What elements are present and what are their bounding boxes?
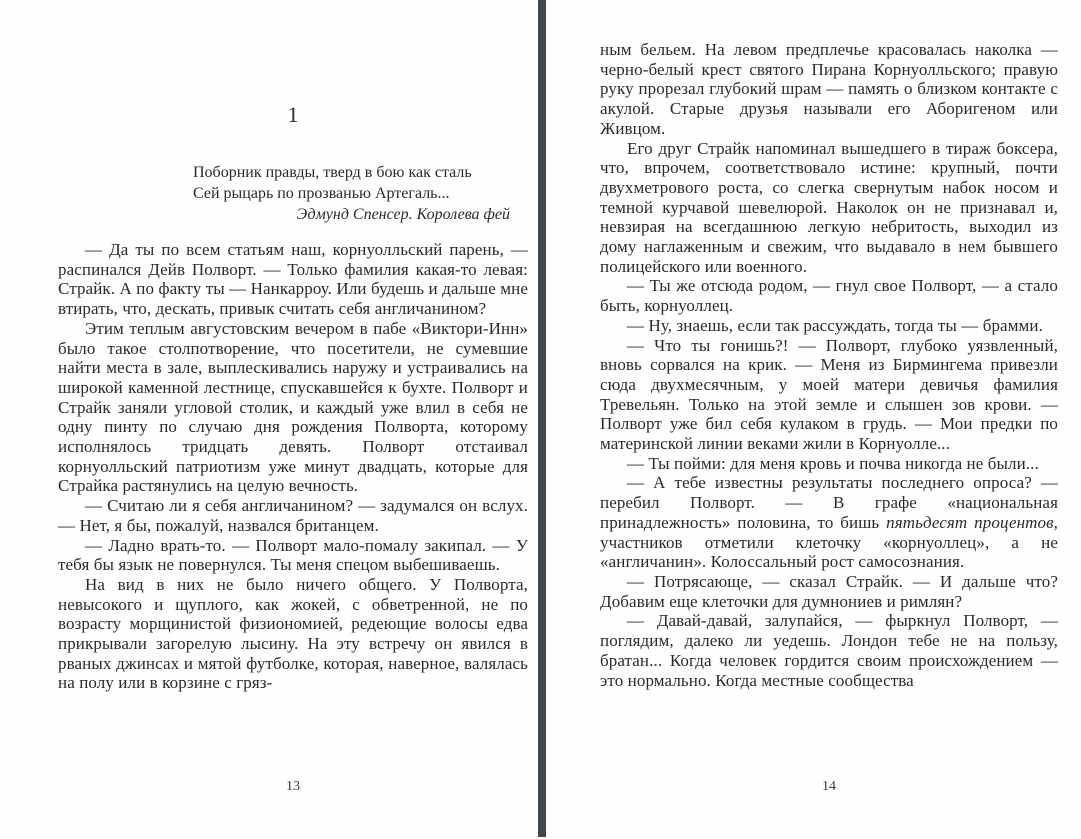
text-segment: — Что ты гонишь?! — Полворт, глубоко уязвленный, вновь сорвался на крик. — Меня из Бирмингема привезли сюда двухмесячным, у моей матери девичья фамилия Тревельян. Только на этой земле и слышен зов крови. — Полворт уже бил себя кулаком в грудь. — Мои предки по материнской линии веками жили в Корнуолле... (600, 335, 1058, 454)
page-number-left: 13 (286, 779, 300, 794)
paragraph (58, 536, 528, 575)
text-segment: — Считаю ли я себя англичанином? — задумался он вслух. — Нет, я бы, пожалуй, назвался британцем. (58, 496, 528, 535)
chapter-number: 1 (287, 102, 299, 127)
epigraph-line: Поборник правды, тверд в бою как сталь (193, 164, 472, 181)
left-page (58, 0, 528, 839)
epigraph-line: Сей рыцарь по прозванью Артегаль... (193, 185, 450, 202)
text-segment: — Да ты по всем статьям наш, корнуолльский парень, — распинался Дейв Полворт. — Только фамилия какая-то левая: Страйк. А по факту ты — Нанкарроу. Или будешь и дальше мне втирать, что, дескать, привык считать себя англичанином? (58, 240, 528, 319)
text-segment: — Ты пойми: для меня кровь и почва никогда не были... (627, 453, 1039, 473)
paragraph (600, 336, 1058, 454)
text-segment: — Ладно врать-то. — Полворт мало-помалу закипал. — У тебя бы язык не повернулся. Ты меня спецом выбешиваешь. (58, 535, 528, 575)
right-page-text (600, 40, 1058, 690)
text-segment: — Давай-давай, залупайся, — фыркнул Полворт, — поглядим, далеко ли уедешь. Лондон тебе не на пользу, братан... Когда человек гордится своим происхождением — это нормально. Когда местные сообщества (600, 611, 1058, 690)
epigraph (193, 162, 510, 225)
page-gutter-divider (538, 0, 546, 837)
paragraph (600, 572, 1058, 611)
paragraph (600, 611, 1058, 690)
paragraph (58, 496, 528, 535)
paragraph (600, 473, 1058, 572)
italic-text: пятьдесят процентов (886, 512, 1054, 532)
epigraph-attribution: Эдмунд Спенсер. Королева фей (296, 206, 510, 223)
text-segment: ным бельем. На левом предплечье красовалась наколка — черно-белый крест святого Пирана Корнуолльского; правую руку прорезал глубокий шрам — память о близком контакте с акулой. Старые друзья называли его Аборигеном или Живцом. (600, 40, 1058, 138)
paragraph (600, 316, 1058, 336)
paragraph (600, 40, 1058, 139)
paragraph (600, 139, 1058, 277)
text-segment: — Ты же отсюда родом, — гнул свое Полворт, — а стало быть, корнуоллец. (600, 276, 1058, 316)
paragraph (600, 276, 1058, 315)
page-number-right: 14 (822, 779, 836, 794)
text-segment: — Ну, знаешь, если так рассуждать, тогда ты — брамми. (627, 315, 1043, 335)
text-segment: На вид в них не было ничего общего. У Полворта, невысокого и щуплого, как жокей, с обветренной, не по возрасту морщинистой физиономией, редеющие волосы едва прикрывали загорелую лысину. На эту встречу он явился в рваных джинсах и мятой футболке, которая, наверное, валялась на полу или в корзине с гряз- (58, 574, 528, 693)
text-segment: Его друг Страйк напоминал вышедшего в тираж боксера, что, впрочем, соответствовало истине: крупный, почти двухметрового роста, со слегка свернутым набок носом и темной курчавой шевелюрой. Наколок он не признавал и, невзирая на всегдашнюю легкую небритость, выходил из дому наглаженным и свежим, что выдавало в нем бывшего полицейского или военного. (600, 138, 1058, 276)
paragraph (58, 575, 528, 693)
text-segment: Этим теплым августовским вечером в пабе «Виктори-Инн» было такое столпотворение, что посетители, не сумевшие найти места в зале, выплескивались наружу и устраивались на широкой каменной лестнице, спускавшейся к бухте. Полворт и Страйк заняли угловой столик, и каждый уже влил в себя не одну пинту по случаю дня рождения Полворта, которому исполнялось тридцать девять. Полворт отстаивал корнуолльский патриотизм уже минут двадцать, которые для Страйка растянулись на целую вечность. (58, 318, 528, 496)
right-page (600, 0, 1058, 839)
paragraph (600, 454, 1058, 474)
text-segment: — А тебе известны результаты последнего опроса? — перебил Полворт. — В графе «национальная принадлежность» половина, то бишь (600, 473, 1058, 532)
text-segment: — Потрясающе, — сказал Страйк. — И дальше что? Добавим еще клеточки для думнониев и римлян? (600, 571, 1058, 611)
paragraph (58, 319, 528, 496)
left-page-text (58, 240, 528, 693)
paragraph (58, 240, 528, 319)
text-segment: , участников отметили клеточку «корнуоллец», а не «англичанин». Колоссальный рост самосознания. (600, 512, 1058, 572)
